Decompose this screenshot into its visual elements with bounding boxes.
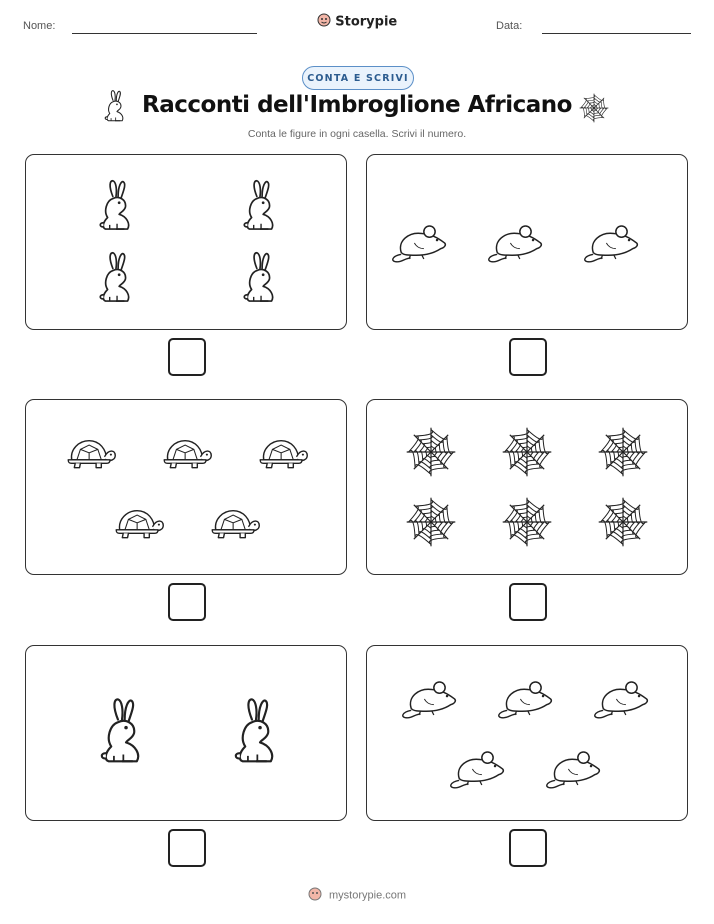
date-label: Data: bbox=[496, 20, 523, 32]
footer-url: mystorypie.com bbox=[329, 889, 407, 902]
counting-box-4 bbox=[366, 399, 688, 575]
footer bbox=[0, 887, 714, 904]
spider-web-icon bbox=[596, 425, 650, 483]
spider-web-icon bbox=[404, 495, 458, 553]
counting-box-6 bbox=[366, 645, 688, 821]
rabbit-icon bbox=[95, 698, 149, 772]
brand bbox=[0, 13, 714, 31]
answer-box-4[interactable] bbox=[509, 583, 547, 621]
spider-web-icon bbox=[500, 495, 554, 553]
rabbit-icon bbox=[239, 251, 281, 311]
answer-box-6[interactable] bbox=[509, 829, 547, 867]
mouse-icon bbox=[398, 676, 464, 724]
activity-badge: CONTA E SCRIVI bbox=[302, 66, 414, 90]
answer-box-3[interactable] bbox=[168, 583, 206, 621]
turtle-icon bbox=[159, 433, 213, 475]
answer-box-2[interactable] bbox=[509, 338, 547, 376]
mouse-icon bbox=[542, 746, 608, 794]
counting-box-1 bbox=[25, 154, 347, 330]
spider-web-icon bbox=[404, 425, 458, 483]
turtle-icon bbox=[207, 503, 261, 545]
storypie-logo-icon bbox=[317, 13, 331, 31]
date-field-line[interactable] bbox=[542, 33, 691, 34]
instructions: Conta le figure in ogni casella. Scrivi il numero. bbox=[247, 128, 467, 140]
spider-web-icon bbox=[578, 92, 610, 128]
spider-web-icon bbox=[596, 495, 650, 553]
answer-box-5[interactable] bbox=[168, 829, 206, 867]
mouse-icon bbox=[580, 220, 646, 268]
rabbit-icon bbox=[229, 698, 283, 772]
rabbit-icon bbox=[95, 179, 137, 239]
counting-box-2 bbox=[366, 154, 688, 330]
mouse-icon bbox=[446, 746, 512, 794]
spider-web-icon bbox=[500, 425, 554, 483]
turtle-icon bbox=[255, 433, 309, 475]
mouse-icon bbox=[388, 220, 454, 268]
name-label: Nome: bbox=[23, 20, 56, 32]
counting-box-3 bbox=[25, 399, 347, 575]
mouse-icon bbox=[590, 676, 656, 724]
counting-box-5 bbox=[25, 645, 347, 821]
brand-name: Storypie bbox=[335, 14, 398, 30]
page-title: Racconti dell'Imbroglione Africano bbox=[142, 92, 572, 118]
turtle-icon bbox=[111, 503, 165, 545]
rabbit-icon bbox=[95, 251, 137, 311]
turtle-icon bbox=[63, 433, 117, 475]
rabbit-icon bbox=[239, 179, 281, 239]
answer-box-1[interactable] bbox=[168, 338, 206, 376]
mouse-icon bbox=[484, 220, 550, 268]
storypie-logo-icon bbox=[308, 887, 322, 904]
name-field-line[interactable] bbox=[72, 33, 257, 34]
mouse-icon bbox=[494, 676, 560, 724]
